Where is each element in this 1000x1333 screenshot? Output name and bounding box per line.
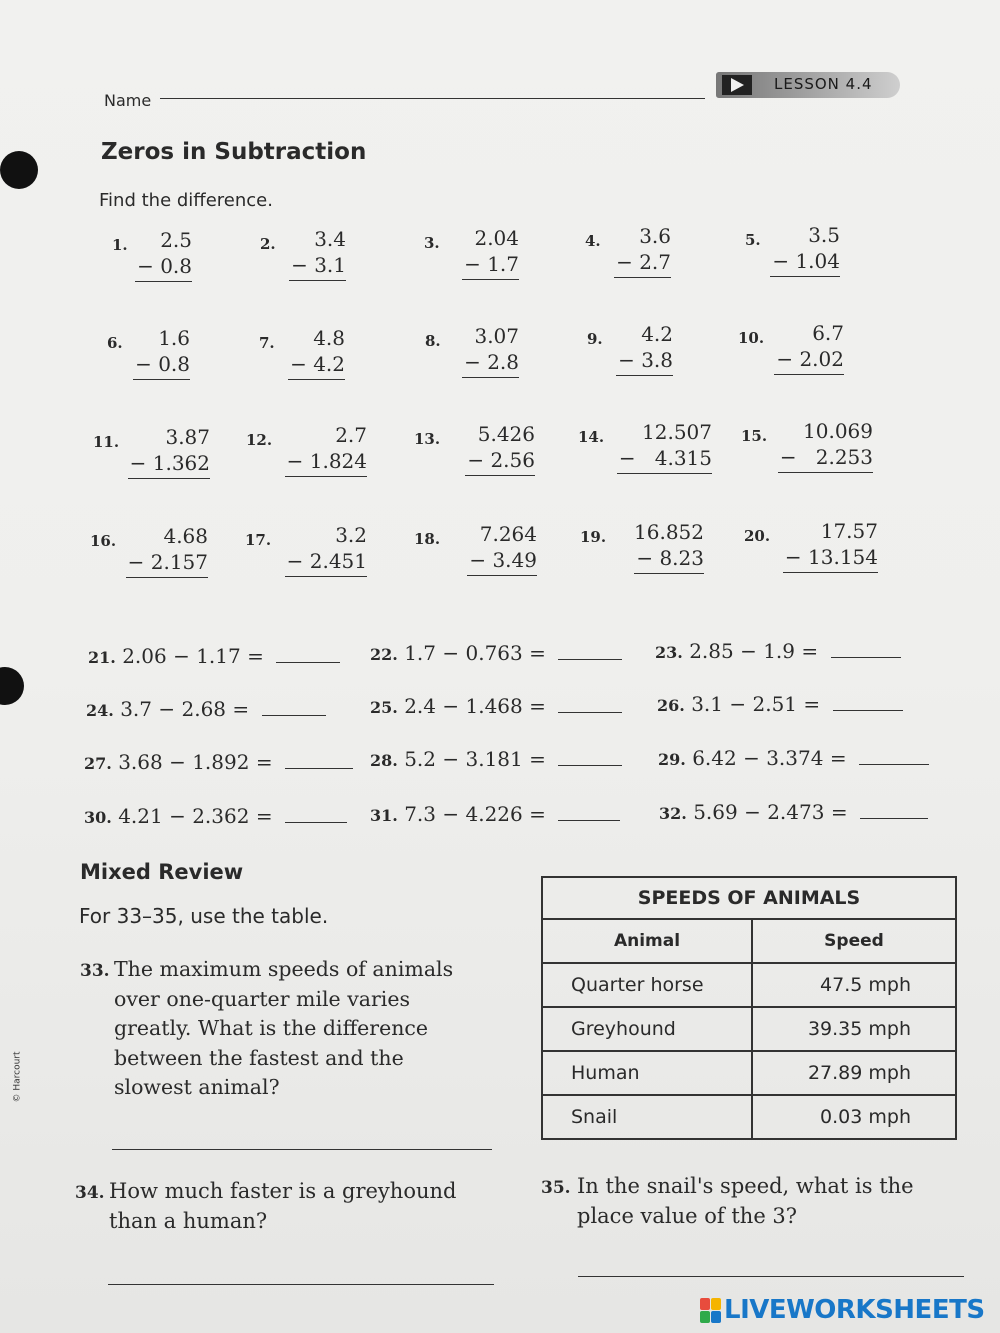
animal-cell: Snail [542, 1095, 752, 1139]
subtrahend[interactable]: − 8.23 [634, 546, 704, 574]
subtrahend[interactable]: − 1.04 [770, 249, 840, 277]
problem-19 [580, 520, 704, 580]
question-number: 33. [80, 961, 110, 981]
problem-number: 4. [585, 232, 601, 250]
problem-5 [745, 223, 840, 283]
answer-line[interactable] [558, 712, 622, 713]
problem-28 [370, 747, 622, 771]
question-line: place value of the 3? [577, 1204, 798, 1228]
problem-25 [370, 694, 622, 718]
page-title: Zeros in Subtraction [101, 139, 367, 165]
speed-cell: 47.5 mph [752, 963, 956, 1007]
problem-7 [259, 326, 345, 386]
problem-expression: 3.68 − 1.892 = [118, 750, 273, 774]
problem-6 [107, 326, 190, 386]
problem-17 [245, 523, 367, 583]
problem-expression: 3.1 − 2.51 = [691, 692, 821, 716]
problem-number: 13. [414, 430, 441, 448]
problem-number: 24. [86, 701, 114, 720]
problem-expression: 4.21 − 2.362 = [118, 804, 273, 828]
minuend: 12.507 [642, 420, 712, 444]
problem-expression: 2.85 − 1.9 = [689, 639, 819, 663]
minuend: 3.2 [335, 523, 367, 547]
problem-number: 1. [112, 236, 128, 254]
animal-cell: Quarter horse [542, 963, 752, 1007]
problem-22 [370, 641, 622, 665]
answer-line[interactable] [262, 715, 326, 716]
problem-20 [744, 519, 878, 579]
answer-line-33[interactable] [112, 1149, 492, 1150]
question-line: between the fastest and the [114, 1045, 404, 1070]
animal-cell: Greyhound [542, 1007, 752, 1051]
minuend: 16.852 [634, 520, 704, 544]
problem-number: 29. [658, 750, 686, 769]
minuend: 10.069 [803, 419, 873, 443]
problem-16 [90, 524, 208, 584]
minuend: 3.6 [639, 224, 671, 248]
name-label: Name [104, 91, 152, 110]
table-row [542, 1095, 956, 1139]
problem-number: 7. [259, 334, 275, 352]
problem-30 [84, 804, 347, 828]
question-number: 34. [75, 1183, 105, 1203]
problem-14 [578, 420, 712, 480]
table-row [542, 1051, 956, 1095]
minuend: 7.264 [479, 522, 537, 546]
answer-line[interactable] [285, 822, 347, 823]
minuend: 6.7 [812, 321, 844, 345]
question-line: slowest animal? [114, 1075, 280, 1099]
lesson-label: LESSON 4.4 [774, 75, 873, 93]
subtrahend[interactable]: − 3.49 [467, 548, 537, 576]
subtrahend[interactable]: − 2.56 [465, 448, 535, 476]
watermark-text: LIVEWORKSHEETS [724, 1295, 985, 1325]
subtrahend[interactable]: − 3.1 [289, 253, 346, 281]
minuend: 3.4 [314, 227, 346, 251]
minuend: 2.5 [160, 228, 192, 252]
subtrahend[interactable]: − 2.7 [614, 250, 671, 278]
minuend: 3.07 [474, 324, 519, 348]
subtrahend[interactable]: − 1.7 [462, 252, 519, 280]
table-row [542, 1007, 956, 1051]
question-line: than a human? [109, 1209, 268, 1233]
problem-number: 12. [246, 431, 273, 449]
problem-expression: 3.7 − 2.68 = [120, 697, 250, 721]
subtrahend[interactable]: − 1.824 [285, 449, 367, 477]
subtrahend[interactable]: − 2.8 [462, 350, 519, 378]
problem-21 [88, 644, 340, 668]
problem-number: 23. [655, 643, 683, 662]
name-input-line[interactable] [160, 98, 705, 99]
answer-line[interactable] [859, 764, 929, 765]
problem-expression: 6.42 − 3.374 = [692, 746, 847, 770]
problem-number: 28. [370, 751, 398, 770]
subtrahend[interactable]: − 4.2 [288, 352, 345, 380]
problem-number: 26. [657, 696, 685, 715]
problem-number: 18. [414, 530, 441, 548]
problem-expression: 5.2 − 3.181 = [404, 747, 546, 771]
problem-29 [658, 746, 929, 770]
problem-31 [370, 802, 620, 826]
problem-24 [86, 697, 326, 721]
problem-number: 15. [741, 427, 768, 445]
problem-number: 17. [245, 531, 272, 549]
answer-line[interactable] [860, 818, 928, 819]
speed-cell: 0.03 mph [752, 1095, 956, 1139]
lesson-tag [716, 72, 900, 98]
minuend: 1.6 [158, 326, 190, 350]
answer-line-34[interactable] [108, 1284, 494, 1285]
problem-13 [414, 422, 535, 482]
problem-number: 32. [659, 804, 687, 823]
problem-1 [112, 228, 192, 288]
speeds-of-animals-table [541, 876, 957, 1140]
minuend: 2.04 [474, 226, 519, 250]
animal-cell: Human [542, 1051, 752, 1095]
binder-hole-bottom [0, 667, 24, 705]
answer-line[interactable] [285, 768, 353, 769]
problem-number: 20. [744, 527, 771, 545]
problem-number: 22. [370, 645, 398, 664]
answer-line[interactable] [558, 659, 622, 660]
minuend: 2.7 [335, 423, 367, 447]
problem-11 [93, 425, 210, 485]
problem-expression: 5.69 − 2.473 = [693, 800, 848, 824]
problem-number: 21. [88, 648, 116, 667]
subtrahend[interactable]: − 4.315 [617, 446, 712, 474]
minuend: 4.2 [641, 322, 673, 346]
question-number: 35. [541, 1178, 571, 1198]
answer-line-35[interactable] [578, 1276, 964, 1277]
problem-12 [246, 423, 367, 483]
question-line: greatly. What is the difference [114, 1016, 429, 1040]
minuend: 4.8 [313, 326, 345, 350]
problem-number: 27. [84, 754, 112, 773]
subtrahend[interactable]: − 1.362 [128, 451, 210, 479]
table-note: For 33–35, use the table. [79, 904, 329, 928]
speed-cell: 39.35 mph [752, 1007, 956, 1051]
mixed-review-heading: Mixed Review [80, 860, 244, 884]
question-line: How much faster is a greyhound [109, 1179, 457, 1203]
table-row [542, 963, 956, 1007]
problem-number: 11. [93, 433, 120, 451]
problem-number: 5. [745, 231, 761, 249]
problem-27 [84, 750, 353, 774]
question-33 [80, 955, 454, 1099]
problem-number: 25. [370, 698, 398, 717]
subtrahend[interactable]: − 2.451 [285, 549, 367, 577]
question-text [114, 955, 524, 1103]
answer-line[interactable] [558, 820, 620, 821]
answer-line[interactable] [833, 710, 903, 711]
problem-4 [585, 224, 671, 284]
problem-number: 9. [587, 330, 603, 348]
problem-number: 16. [90, 532, 117, 550]
question-34 [75, 1176, 457, 1233]
column-header-animal: Animal [542, 919, 752, 963]
subtrahend[interactable]: − 3.8 [616, 348, 673, 376]
minuend: 17.57 [820, 519, 878, 543]
problem-number: 3. [424, 234, 440, 252]
answer-line[interactable] [831, 657, 901, 658]
problem-number: 14. [578, 428, 605, 446]
problem-expression: 2.4 − 1.468 = [404, 694, 546, 718]
problem-23 [655, 639, 901, 663]
problem-10 [738, 321, 844, 381]
problem-2 [260, 227, 346, 287]
minuend: 5.426 [477, 422, 535, 446]
question-text [109, 1176, 509, 1236]
problem-18 [414, 522, 537, 582]
problem-number: 31. [370, 806, 398, 825]
instructions: Find the difference. [99, 190, 273, 211]
problem-number: 30. [84, 808, 112, 827]
problem-3 [424, 226, 519, 286]
problem-number: 8. [425, 332, 441, 350]
subtrahend[interactable]: − 0.8 [133, 352, 190, 380]
subtrahend[interactable]: − 0.8 [135, 254, 192, 282]
problem-expression: 7.3 − 4.226 = [404, 802, 546, 826]
minuend: 3.87 [165, 425, 210, 449]
problem-8 [425, 324, 519, 384]
copyright-notice: © Harcourt [12, 1051, 23, 1103]
minuend: 3.5 [808, 223, 840, 247]
subtrahend[interactable]: − 2.02 [774, 347, 844, 375]
table-caption: SPEEDS OF ANIMALS [542, 877, 956, 919]
answer-line[interactable] [276, 662, 340, 663]
play-arrow-icon [722, 75, 752, 95]
answer-line[interactable] [558, 765, 622, 766]
problem-number: 6. [107, 334, 123, 352]
minuend: 4.68 [163, 524, 208, 548]
question-35 [541, 1171, 914, 1228]
subtrahend[interactable]: − 2.253 [778, 445, 873, 473]
binder-hole-top [0, 151, 38, 189]
problem-expression: 1.7 − 0.763 = [404, 641, 546, 665]
problem-number: 10. [738, 329, 765, 347]
question-line: The maximum speeds of animals [114, 957, 454, 981]
question-text [577, 1171, 967, 1231]
problem-9 [587, 322, 673, 382]
problem-32 [659, 800, 928, 824]
question-line: In the snail's speed, what is the [577, 1174, 914, 1198]
liveworksheets-logo-icon [700, 1298, 722, 1324]
subtrahend[interactable]: − 13.154 [783, 545, 878, 573]
question-line: over one-quarter mile varies [114, 986, 411, 1011]
problem-number: 2. [260, 235, 276, 253]
column-header-speed: Speed [752, 919, 956, 963]
speed-cell: 27.89 mph [752, 1051, 956, 1095]
problem-15 [741, 419, 873, 479]
problem-26 [657, 692, 903, 716]
problem-expression: 2.06 − 1.17 = [122, 644, 264, 668]
subtrahend[interactable]: − 2.157 [126, 550, 208, 578]
problem-number: 19. [580, 528, 607, 546]
